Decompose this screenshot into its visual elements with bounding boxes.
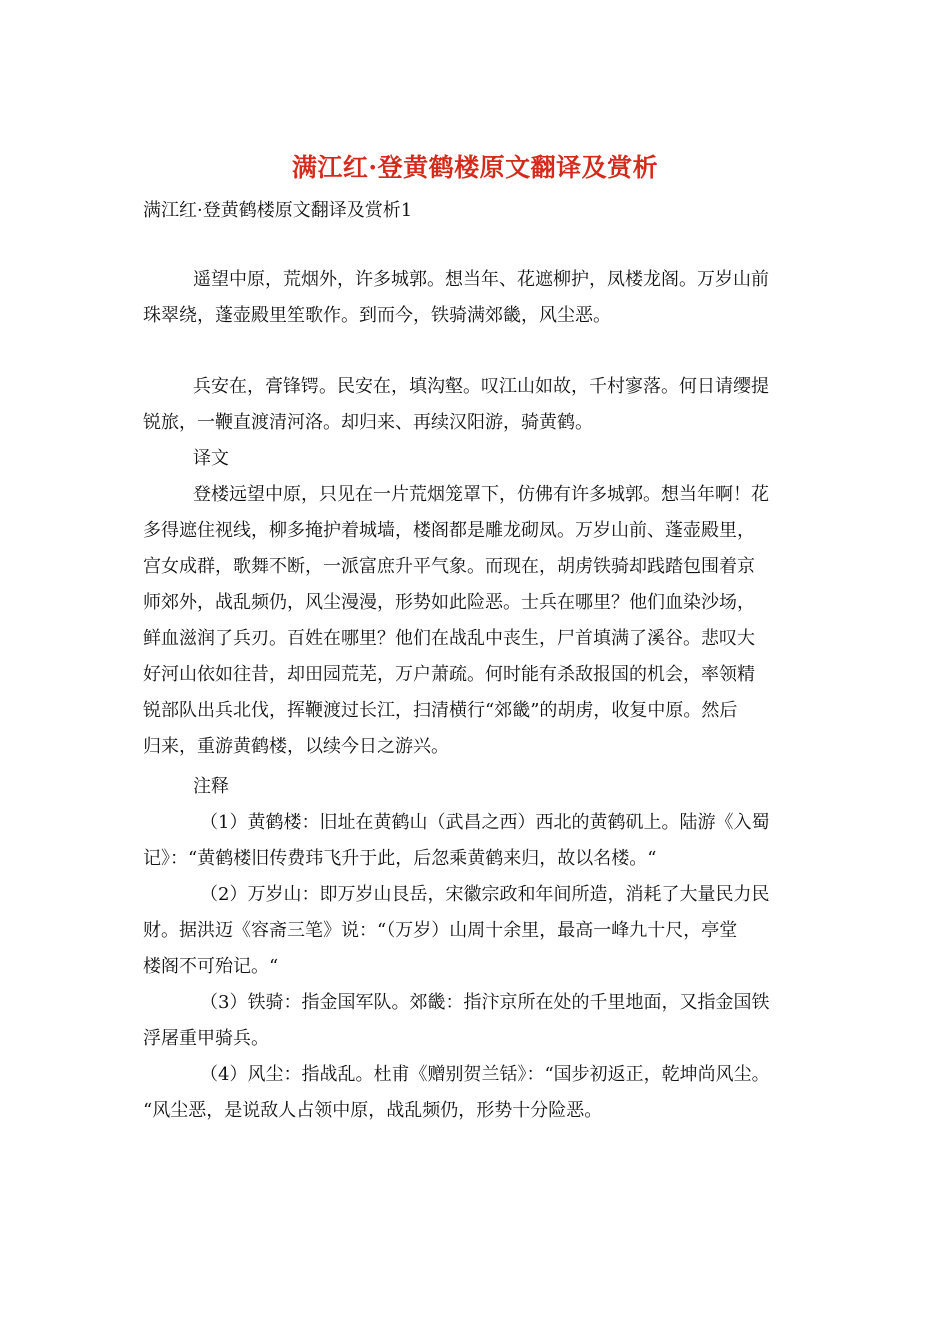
note-line: （2）万岁山：即万岁山艮岳，宋徽宗政和年间所造，消耗了大量民力民 bbox=[200, 884, 770, 905]
note-1 bbox=[143, 805, 818, 877]
poem-stanza-2 bbox=[143, 369, 818, 441]
note-line: （3）铁骑：指金国军队。郊畿：指汴京所在处的千里地面，又指金国铁 bbox=[200, 992, 770, 1013]
section-heading: 译文 bbox=[193, 448, 229, 469]
document-subtitle: 满江红·登黄鹤楼原文翻译及赏析1 bbox=[143, 200, 413, 221]
note-line: 楼阁不可殆记。“ bbox=[143, 956, 279, 977]
note-4 bbox=[143, 1057, 818, 1129]
translation-heading bbox=[143, 441, 818, 477]
poem-line: 遥望中原，荒烟外，许多城郭。想当年、花遮柳护，凤楼龙阁。万岁山前 bbox=[193, 269, 769, 290]
translation-line: 好河山依如往昔，却田园荒芜，万户萧疏。何时能有杀敌报国的机会，率领精 bbox=[143, 664, 755, 685]
poem-line: 锐旅，一鞭直渡清河洛。却归来、再续汉阳游，骑黄鹤。 bbox=[143, 412, 593, 433]
note-line: （1）黄鹤楼：旧址在黄鹤山（武昌之西）西北的黄鹤矶上。陆游《入蜀 bbox=[200, 812, 770, 833]
notes-heading bbox=[143, 769, 818, 805]
note-line: 记》：“黄鹤楼旧传费玮飞升于此，后忽乘黄鹤来归，故以名楼。“ bbox=[143, 848, 657, 869]
translation-body bbox=[143, 477, 818, 765]
translation-line: 宫女成群，歌舞不断，一派富庶升平气象。而现在，胡虏铁骑却践踏包围着京 bbox=[143, 556, 755, 577]
note-2 bbox=[143, 877, 818, 985]
note-line: 浮屠重甲骑兵。 bbox=[143, 1028, 269, 1049]
section-heading: 注释 bbox=[193, 776, 229, 797]
translation-line: 多得遮住视线，柳多掩护着城墙，楼阁都是雕龙砌凤。万岁山前、蓬壶殿里， bbox=[143, 520, 755, 541]
note-line: （4）风尘：指战乱。杜甫《赠别贺兰铦》：“国步初返正，乾坤尚风尘。 bbox=[200, 1064, 770, 1085]
note-line: “风尘恶，是说敌人占领中原，战乱频仍，形势十分险恶。 bbox=[143, 1100, 603, 1121]
poem-line: 珠翠绕，蓬壶殿里笙歌作。到而今，铁骑满郊畿，风尘恶。 bbox=[143, 305, 611, 326]
translation-line: 登楼远望中原，只见在一片荒烟笼罩下，仿佛有许多城郭。想当年啊！花 bbox=[193, 484, 769, 505]
note-3 bbox=[143, 985, 818, 1057]
translation-line: 师郊外，战乱频仍，风尘漫漫，形势如此险恶。士兵在哪里？他们血染沙场， bbox=[143, 592, 755, 613]
translation-line: 归来，重游黄鹤楼，以续今日之游兴。 bbox=[143, 736, 449, 757]
poem-stanza-1 bbox=[143, 262, 818, 334]
translation-line: 鲜血滋润了兵刃。百姓在哪里？他们在战乱中丧生，尸首填满了溪谷。悲叹大 bbox=[143, 628, 755, 649]
poem-line: 兵安在，膏锋锷。民安在，填沟壑。叹江山如故，千村寥落。何日请缨提 bbox=[193, 376, 769, 397]
note-line: 财。据洪迈《容斋三笔》说：“（万岁）山周十余里，最高一峰九十尺，亭堂 bbox=[143, 920, 738, 941]
translation-line: 锐部队出兵北伐，挥鞭渡过长江，扫清横行“郊畿”的胡虏，收复中原。然后 bbox=[143, 700, 738, 721]
document-title: 满江红·登黄鹤楼原文翻译及赏析 bbox=[291, 153, 659, 182]
